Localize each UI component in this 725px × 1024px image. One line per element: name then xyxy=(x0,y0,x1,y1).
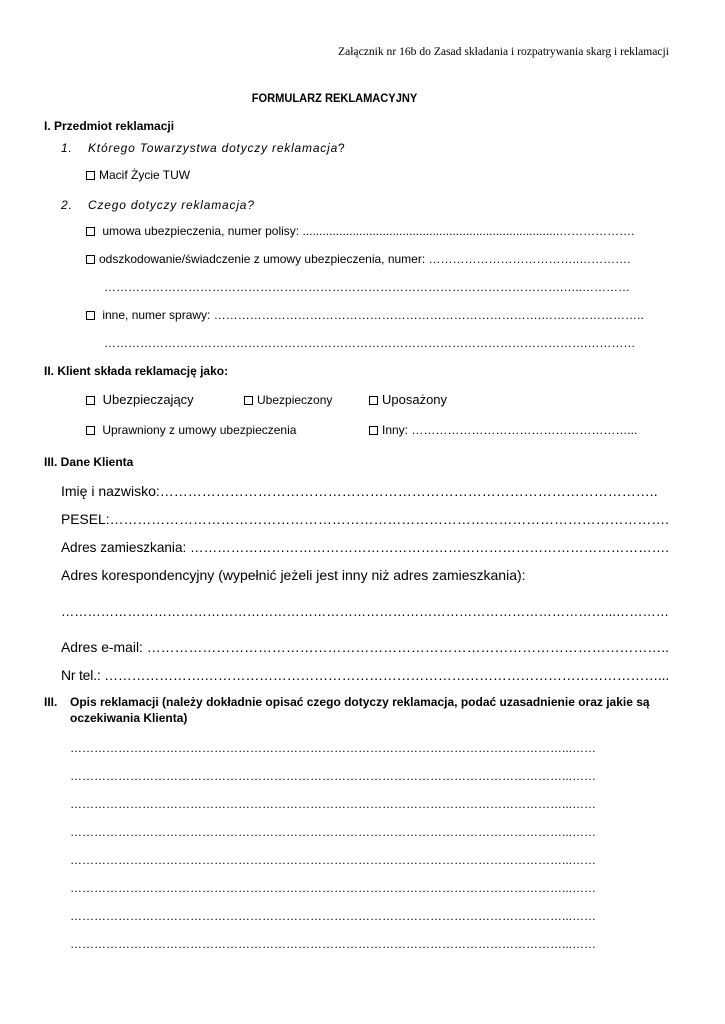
section-4-heading-line2: oczekiwania Klienta) xyxy=(70,711,188,725)
description-line[interactable]: ……………………………………………………………………………………………………………...…… xyxy=(70,937,597,951)
option-uposazony-label: Uposażony xyxy=(382,392,448,407)
option-umowa[interactable] xyxy=(86,224,635,238)
section-2-heading: II. Klient składa reklamację jako: xyxy=(44,364,229,378)
checkbox-inny[interactable] xyxy=(369,426,378,435)
option-inne-label: inne, numer sprawy: ……………………………………………………………………….…………………….. xyxy=(102,308,644,322)
description-line[interactable]: ……………………………………………………………………………………………………………...…… xyxy=(70,853,597,867)
field-nr-tel[interactable]: Nr tel.: ………………….………………………………………………………………………………………... xyxy=(61,667,669,683)
field-adres-zamieszkania[interactable]: Adres zamieszkania: ……………………………………………………………………………………………. xyxy=(61,539,669,555)
field-imie-nazwisko[interactable]: Imię i nazwisko:…………………………………………………………………………………………….. xyxy=(61,483,658,499)
option-inny[interactable] xyxy=(369,423,637,437)
option-ubezpieczajacy[interactable] xyxy=(86,392,194,407)
section-3-heading: III. Dane Klienta xyxy=(44,455,134,469)
field-adres-korespondencyjny[interactable]: ……………………………………………………………………………………………………………...………… xyxy=(61,603,669,619)
option-macif-label: Macif Życie TUW xyxy=(99,168,191,182)
question-1-text: Którego Towarzystwa dotyczy reklamacja xyxy=(88,141,339,155)
option-odszkodowanie[interactable] xyxy=(86,252,631,266)
description-line[interactable]: ……………………………………………………………………………………………………………...…… xyxy=(70,741,597,755)
option-uposazony[interactable] xyxy=(369,392,447,407)
inne-continuation-line[interactable]: ………………………………………………………………………………………………………….………… xyxy=(104,336,636,350)
form-title: FORMULARZ REKLAMACYJNY xyxy=(251,91,418,105)
question-1-qmark: ? xyxy=(338,141,345,155)
description-line[interactable]: ……………………………………………………………………………………………………………...…… xyxy=(70,769,597,783)
checkbox-umowa[interactable] xyxy=(86,227,95,236)
option-uprawniony[interactable] xyxy=(86,423,296,437)
question-1 xyxy=(88,141,345,155)
question-2-number: 2. xyxy=(61,198,73,212)
question-1-number: 1. xyxy=(61,141,73,155)
description-line[interactable]: ……………………………………………………………………………………………………………...…… xyxy=(70,797,597,811)
option-uprawniony-label: Uprawniony z umowy ubezpieczenia xyxy=(102,423,297,437)
option-inne[interactable] xyxy=(86,308,644,322)
field-email[interactable]: Adres e-mail: ………………………………………………………………………………………………….. xyxy=(61,639,669,655)
question-2-text: Czego dotyczy reklamacja? xyxy=(88,198,255,212)
option-ubezpieczony-label: Ubezpieczony xyxy=(257,393,333,407)
checkbox-inne[interactable] xyxy=(86,311,95,320)
attachment-note: Załącznik nr 16b do Zasad składania i rozpatrywania skarg i reklamacji xyxy=(338,44,669,58)
option-ubezpieczajacy-label: Ubezpieczający xyxy=(102,392,194,407)
section-1-heading: I. Przedmiot reklamacji xyxy=(44,119,175,133)
label-adres-korespondencyjny: Adres korespondencyjny (wypełnić jeżeli jest inny niż adres zamieszkania): xyxy=(61,567,526,583)
option-macif[interactable] xyxy=(86,168,190,182)
option-umowa-label: umowa ubezpieczenia, numer polisy: .............................................................................………………. xyxy=(102,224,635,238)
option-ubezpieczony[interactable] xyxy=(244,393,332,407)
checkbox-odszkodowanie[interactable] xyxy=(86,255,95,264)
checkbox-ubezpieczajacy[interactable] xyxy=(86,396,95,405)
checkbox-macif[interactable] xyxy=(86,171,95,180)
checkbox-uprawniony[interactable] xyxy=(86,426,95,435)
checkbox-uposazony[interactable] xyxy=(369,396,378,405)
description-line[interactable]: ……………………………………………………………………………………………………………...…… xyxy=(70,881,597,895)
description-line[interactable]: ……………………………………………………………………………………………………………...…… xyxy=(70,825,597,839)
field-pesel[interactable]: PESEL:…………………………………………………………………………………………………………. xyxy=(61,511,669,527)
option-inny-label: Inny: ………………………………………………... xyxy=(382,423,638,437)
section-4-number: III. xyxy=(44,695,58,709)
description-line[interactable]: ……………………………………………………………………………………………………………...…… xyxy=(70,909,597,923)
section-4-heading-line1: Opis reklamacji (należy dokładnie opisać czego dotyczy reklamacja, podać uzasadnienie oraz jakie są xyxy=(70,695,650,709)
checkbox-ubezpieczony[interactable] xyxy=(244,396,253,405)
odszkodowanie-continuation-line[interactable]: …………………………………………………………………………………………………….…..………… xyxy=(104,280,631,294)
option-odszkodowanie-label: odszkodowanie/świadczenie z umowy ubezpieczenia, numer: ………………………………..…………. xyxy=(99,252,631,266)
